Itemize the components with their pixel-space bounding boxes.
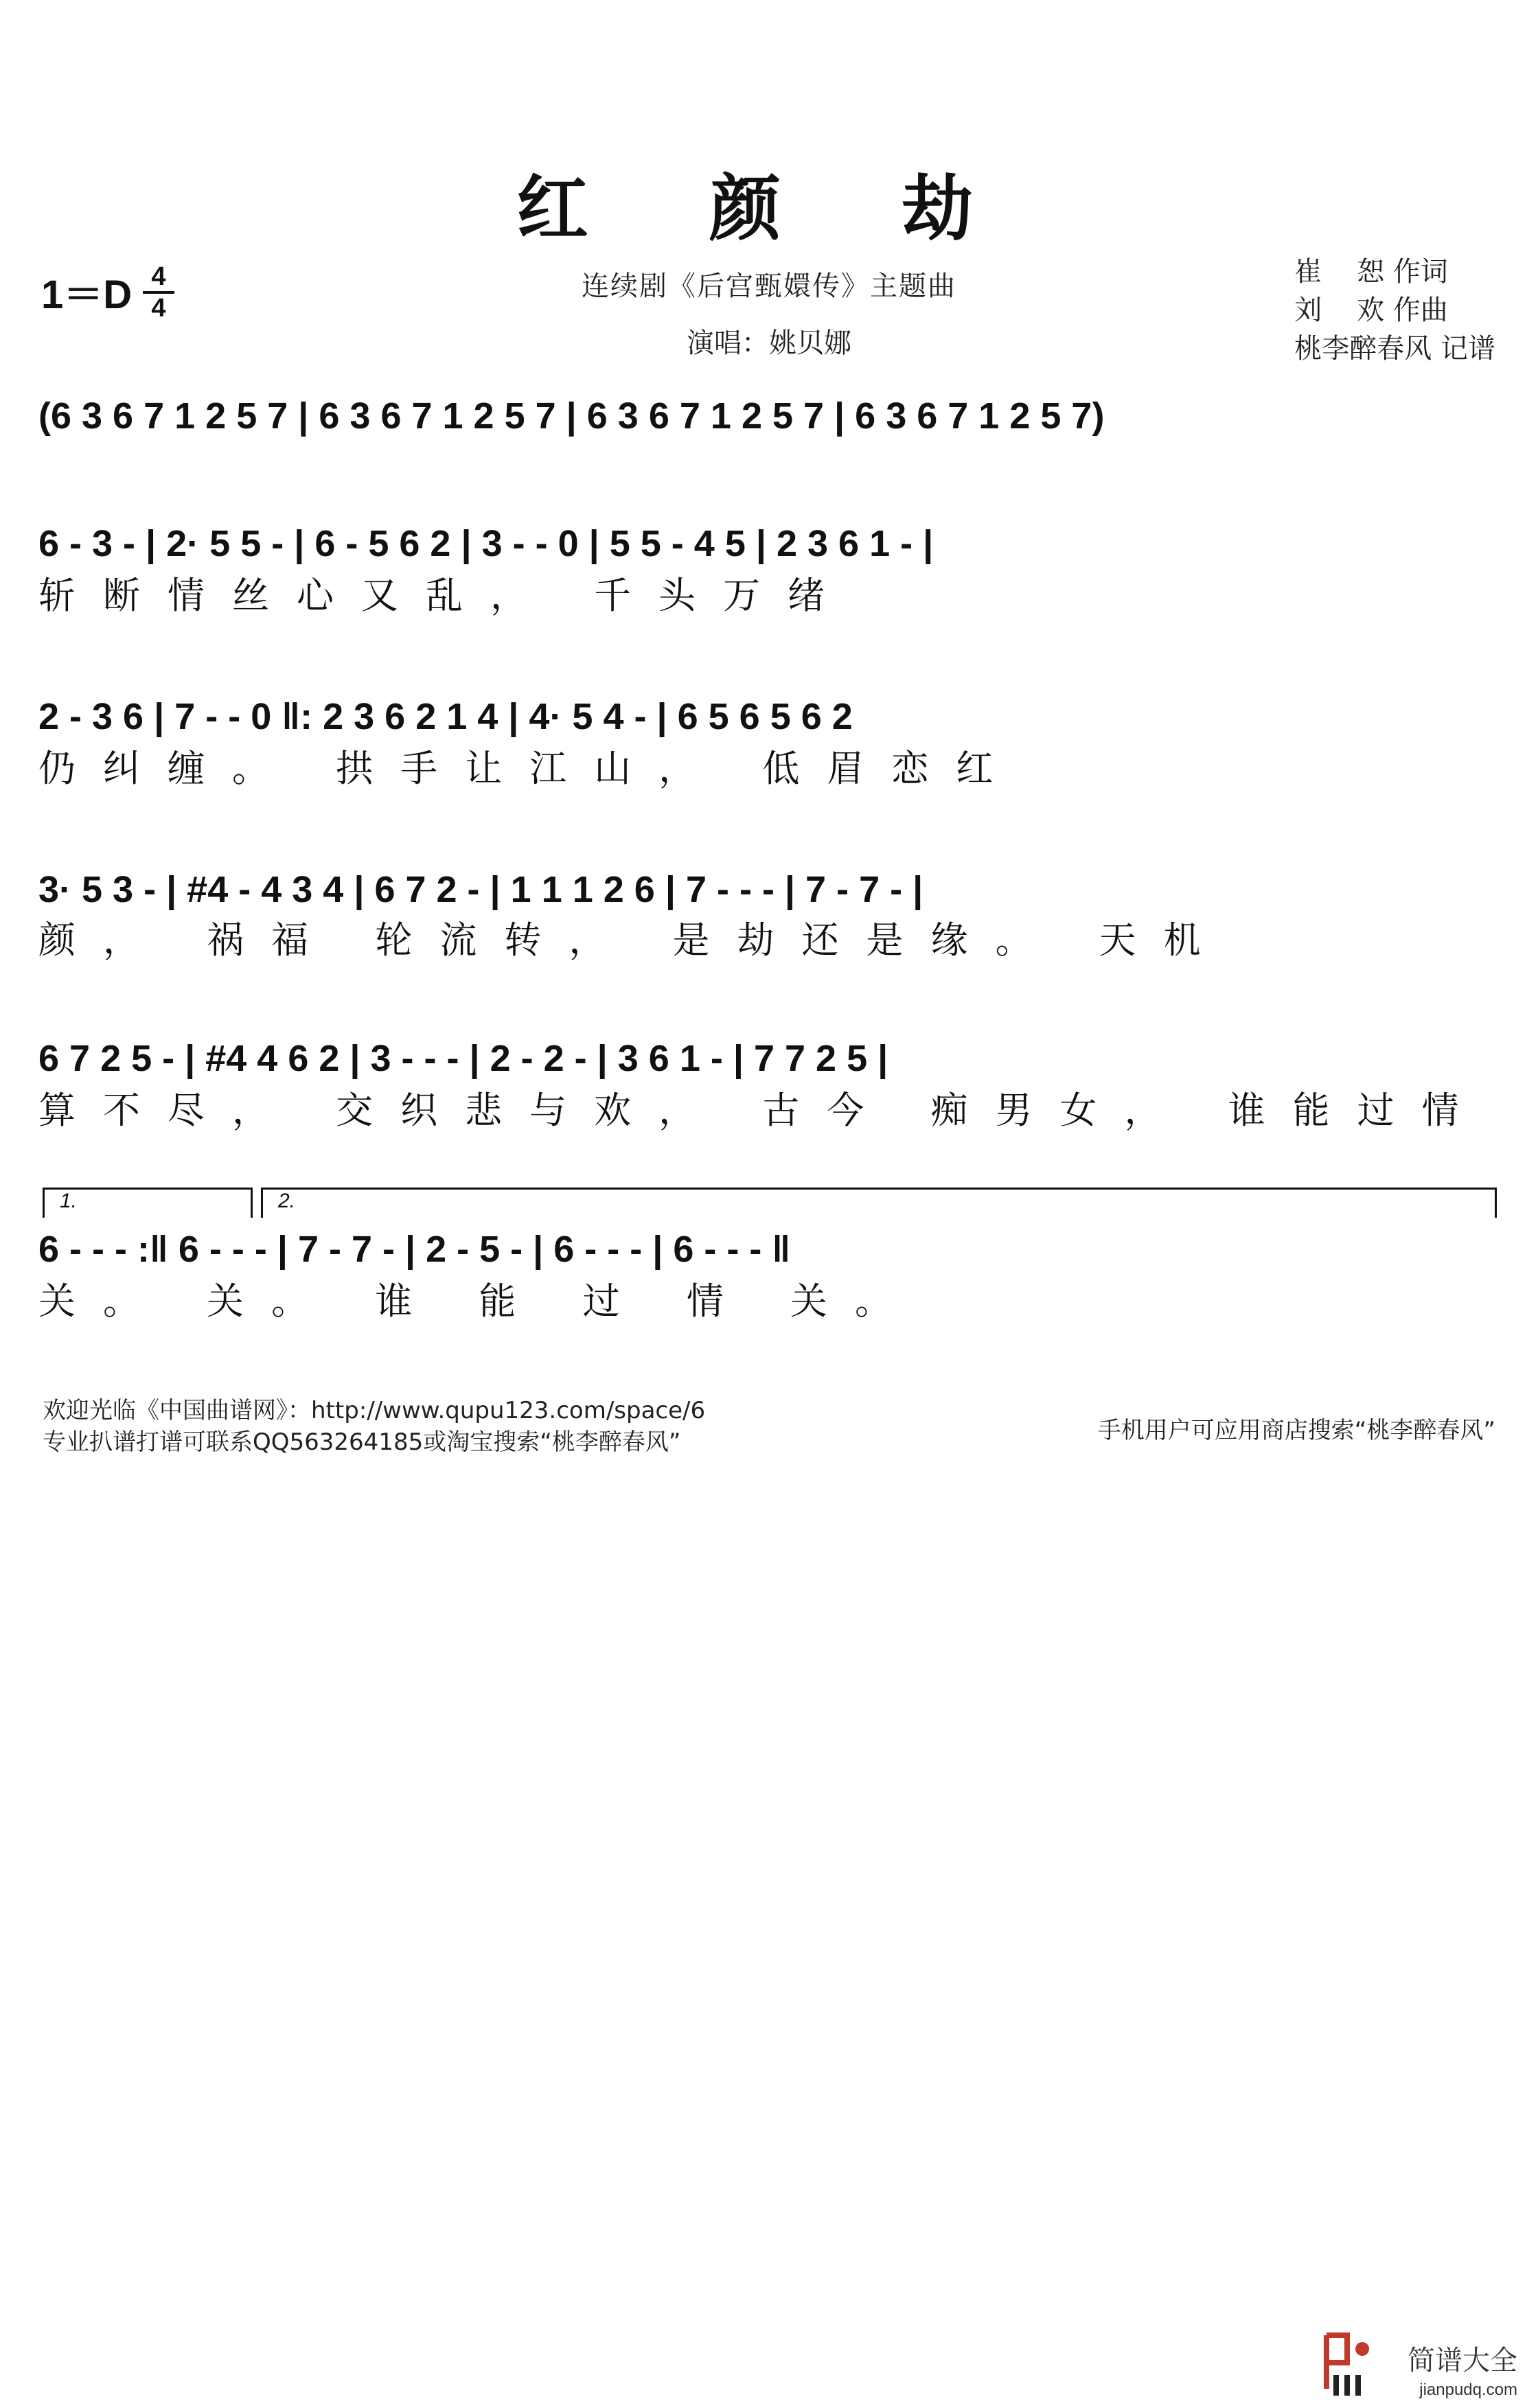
footer-line-1: 欢迎光临《中国曲谱网》：http://www.qupu123.com/space/6 [43,1397,706,1424]
score-system-3-lyrics: 仍纠缠。 拱手让江山， 低眉恋红 [38,747,1021,790]
score-system-6-lyrics: 关。 关。 谁 能 过 情 关。 [38,1280,919,1323]
score-system-2-lyrics: 斩断情丝心又乱， 千头万绪 [38,574,853,617]
score-system-6-notes: 6 - - - :‖ 6 - - - | 7 - 7 - | 2 - 5 - | 6 - - - | 6 - - - ‖ [38,1229,791,1270]
footer-line-2: 专业扒谱打谱可联系QQ563264185或淘宝搜索“桃李醉春风” [43,1428,681,1456]
score-system-5-lyrics: 算不尽， 交织悲与欢， 古今 痴男女， 谁能过情 [38,1089,1487,1132]
footer-right: 手机用户可应用商店搜索“桃李醉春风” [1097,1417,1495,1444]
subtitle: 连续剧《后宫甄嬛传》主题曲 [582,270,956,302]
score-system-1-notes: (6 3 6 7 1 2 5 7 | 6 3 6 7 1 2 5 7 | 6 3 6 7 1 2 5 7 | 6 3 6 7 1 2 5 7) [38,395,1105,437]
footer-left [43,1395,705,1458]
key-signature: 1＝D [41,273,133,317]
site-name: 简谱大全 [1408,2345,1517,2376]
score-system-2-notes: 6 - 3 - | 2· 5 5 - | 6 - 5 6 2 | 3 - - 0 | 5 5 - 4 5 | 2 3 6 1 - | [38,523,934,564]
volta-first-ending: 1. [43,1188,253,1218]
singer: 演唱：姚贝娜 [687,327,851,359]
score-system-4-lyrics: 颜， 祸福 轮流转， 是劫还是缘。 天机 [38,918,1228,962]
transcriber: 桃李醉春风 记谱 [1294,333,1495,364]
composer: 刘 欢 作曲 [1294,294,1448,326]
credits [1294,253,1495,368]
site-url: jianpudq.com [1419,2381,1517,2399]
volta-second-ending: 2. [261,1188,1497,1218]
song-title: 红 颜 劫 [516,167,1022,251]
time-signature-bottom: 4 [151,294,166,323]
score-system-5-notes: 6 7 2 5 - | #4 4 6 2 | 3 - - - | 2 - 2 - | 3 6 1 - | 7 7 2 5 | [38,1038,888,1079]
score-system-4-notes: 3· 5 3 - | #4 - 4 3 4 | 6 7 2 - | 1 1 1 2 6 | 7 - - - | 7 - 7 - | [38,869,923,910]
lyricist: 崔 恕 作词 [1294,256,1448,288]
time-signature-top: 4 [151,262,166,291]
score-system-3-notes: 2 - 3 6 | 7 - - 0 ‖: 2 3 6 2 1 4 | 4· 5 4 - | 6 5 6 5 6 2 [38,696,853,737]
